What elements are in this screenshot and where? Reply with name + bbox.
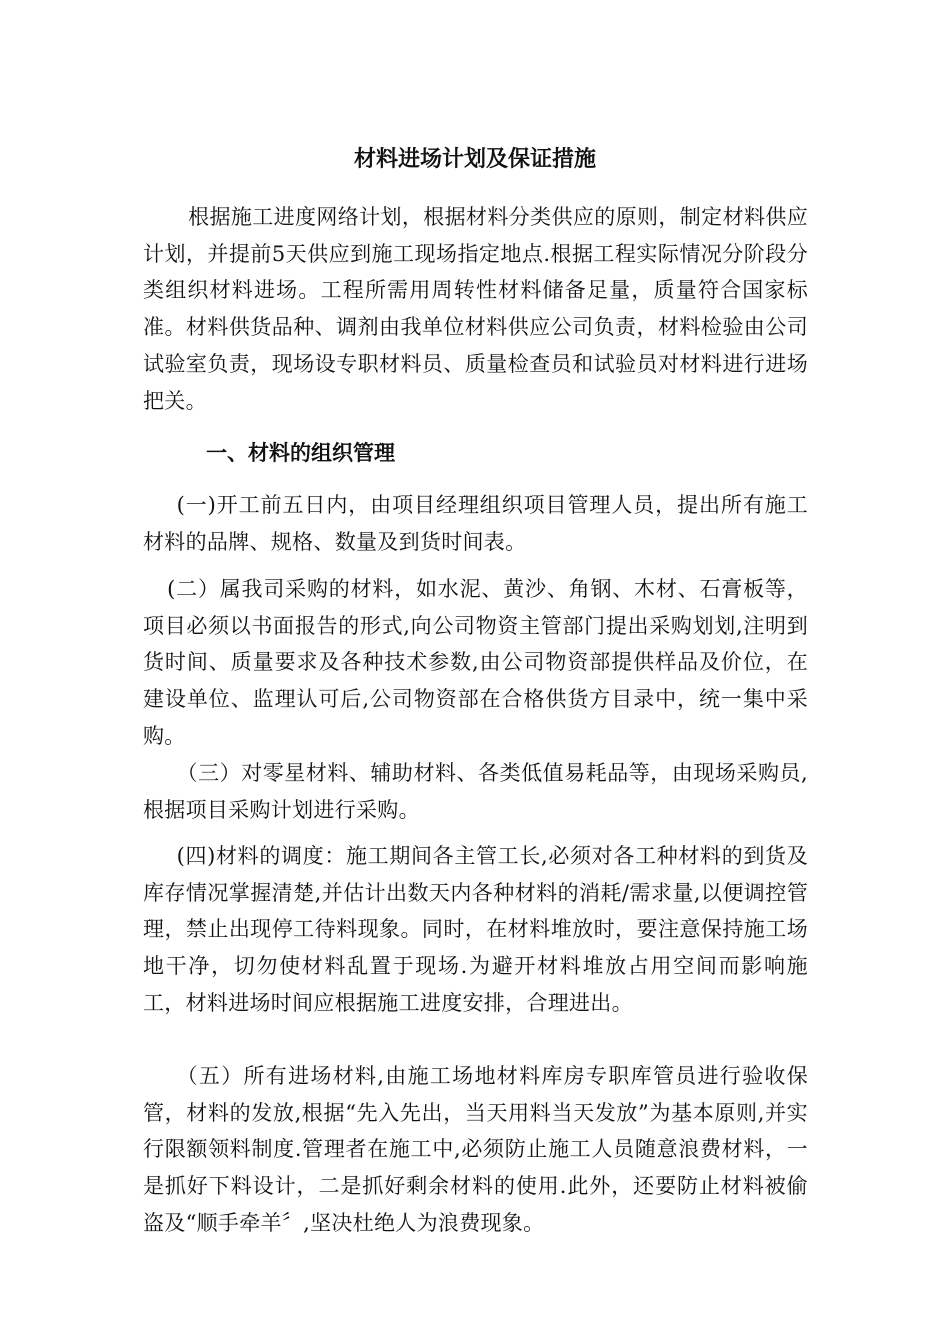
- section-heading: 一、材料的组织管理: [206, 440, 395, 465]
- section-item-4: (四)材料的调度：施工期间各主管工长,必须对各工种材料的到货及库存情况掌握清楚,并估计出数天内各种材料的消耗/需求量,以便调控管理，禁止出现停工待料现象。同时，在材料堆放时，要注意保持施工场地干净，切勿使材料乱置于现场.为避开材料堆放占用空间而影响施工，材料进场时间应根据施工进度安排，合理进出。: [143, 844, 808, 1015]
- section-item-5: （五）所有进场材料,由施工场地材料库房专职库管员进行验收保管，材料的发放,根据“先入先出，当天用料当天发放”为基本原则,并实行限额领料制度.管理者在施工中,必须防止施工人员随意浪费材料，一是抓好下料设计，二是抓好剩余材料的使用.此外，还要防止材料被偷盗及“顺手牵羊〞,坚决杜绝人为浪费现象。: [143, 1064, 808, 1235]
- page-title: 材料进场计划及保证措施: [353, 146, 596, 172]
- section-item-2: (二）属我司采购的材料，如水泥、黄沙、角钢、木材、石膏板等，项目必须以书面报告的形式,向公司物资主管部门提出采购划划,注明到货时间、质量要求及各种技术参数,由公司物资部提供样品及价位，在建设单位、监理认可后,公司物资部在合格供货方目录中，统一集中采购。: [143, 577, 808, 748]
- section-item-3: （三）对零星材料、辅助材料、各类低值易耗品等，由现场采购员,根据项目采购计划进行采购。: [143, 761, 808, 822]
- section-item-1: (一)开工前五日内，由项目经理组织项目管理人员，提出所有施工材料的品牌、规格、数量及到货时间表。: [143, 493, 808, 554]
- intro-paragraph: 根据施工进度网络计划，根据材料分类供应的原则，制定材料供应计划，并提前5天供应到施工现场指定地点.根据工程实际情况分阶段分类组织材料进场。工程所需用周转性材料储备足量，质量符合国家标准。材料供货品种、调剂由我单位材料供应公司负责，材料检验由公司试验室负责，现场设专职材料员、质量检查员和试验员对材料进行进场把关。: [143, 205, 808, 413]
